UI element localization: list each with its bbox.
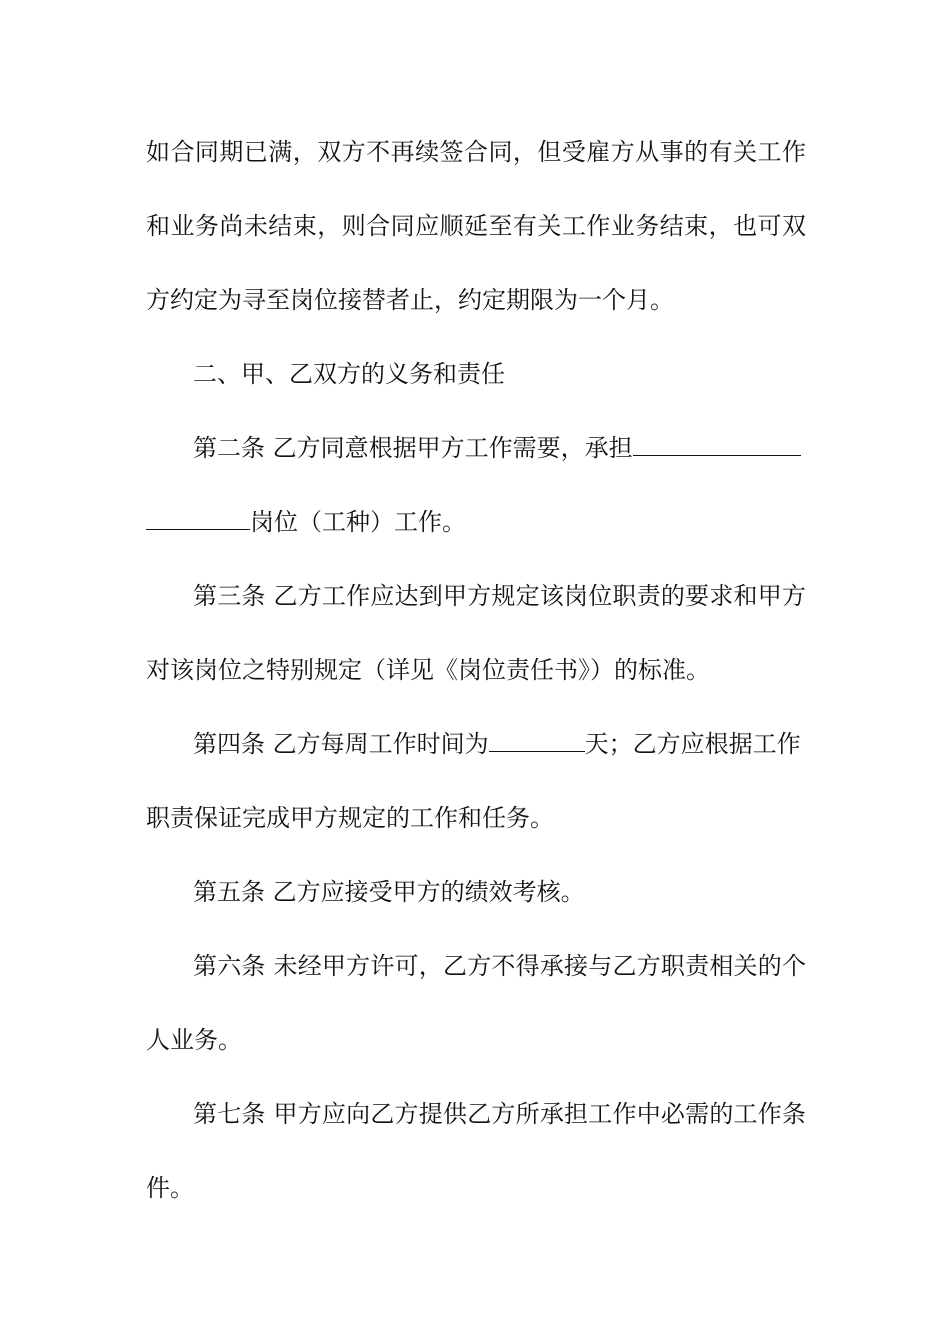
article-6-line [193,951,806,981]
text-span: 人业务。 [146,1026,242,1054]
text-span: 第二条 乙方同意根据甲方工作需要，承担 [193,434,633,462]
text-span: 如合同期已满，双方不再续签合同，但受雇方从事的有关工作 [146,138,806,166]
text-span: 职责保证完成甲方规定的工作和任务。 [146,804,554,832]
fill-in-blank [633,433,801,456]
text-span: 第四条 乙方每周工作时间为 [193,730,489,758]
article-7-line [193,1099,806,1129]
paragraph-line [146,137,806,167]
article-3-line [146,655,806,685]
article-5-line [193,877,806,907]
section-heading [193,359,806,389]
text-span: 第六条 未经甲方许可，乙方不得承接与乙方职责相关的个 [193,952,806,980]
text-span: 第五条 乙方应接受甲方的绩效考核。 [193,878,585,906]
paragraph-line [146,285,806,315]
article-7-line [146,1173,806,1203]
text-span: 第三条 乙方工作应达到甲方规定该岗位职责的要求和甲方 [193,582,806,610]
fill-in-blank [489,729,585,752]
text-span: 方约定为寻至岗位接替者止，约定期限为一个月。 [146,286,674,314]
text-span: 和业务尚未结束，则合同应顺延至有关工作业务结束，也可双 [146,212,806,240]
text-span: 岗位（工种）工作。 [250,508,466,536]
paragraph-line [146,211,806,241]
text-span: 件。 [146,1174,194,1202]
section-heading-text: 二、甲、乙双方的义务和责任 [193,360,505,388]
article-4-line [146,803,806,833]
article-6-line [146,1025,806,1055]
text-span: 对该岗位之特别规定（详见《岗位责任书》）的标准。 [146,656,710,684]
text-span: 第七条 甲方应向乙方提供乙方所承担工作中必需的工作条 [193,1100,806,1128]
article-2-line [146,507,806,537]
text-span: 天；乙方应根据工作 [584,730,801,758]
article-3-line [193,581,806,611]
article-4-line [193,729,806,759]
article-2-line [193,433,806,463]
fill-in-blank [146,507,250,530]
